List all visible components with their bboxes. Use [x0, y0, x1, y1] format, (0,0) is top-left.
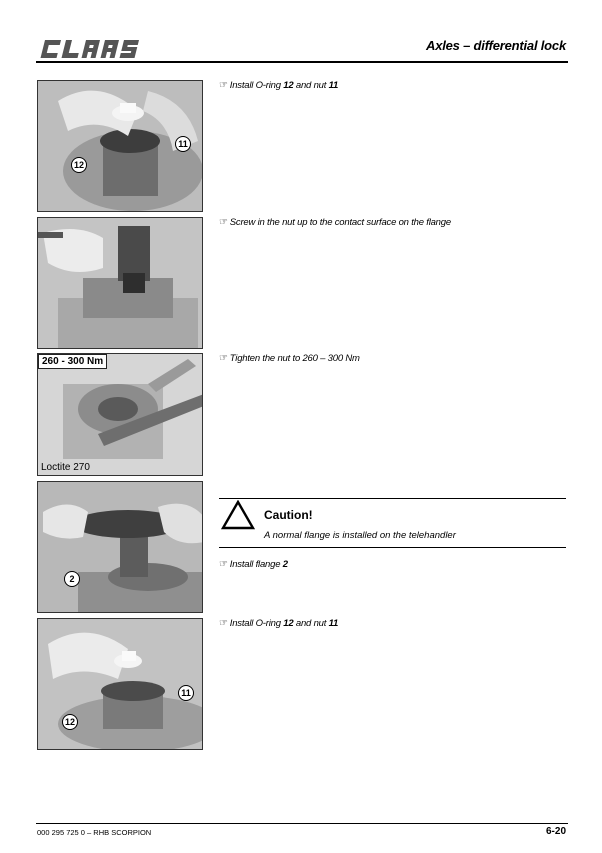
page-title: Axles – differential lock [426, 38, 566, 53]
adhesive-label: Loctite 270 [41, 462, 90, 473]
footer-rule [36, 823, 568, 824]
pointing-hand-icon: ☞ [219, 80, 228, 91]
pointing-hand-icon: ☞ [219, 217, 228, 228]
document-number: 000 295 725 0 – RHB SCORPION [37, 828, 152, 837]
photo-install-flange [37, 481, 203, 613]
caution-text: A normal flange is installed on the telehandler [264, 530, 456, 541]
caution-bottom-rule [219, 547, 566, 548]
pointing-hand-icon: ☞ [219, 618, 228, 629]
photo-tighten-nut [37, 353, 203, 476]
warning-triangle-icon [221, 500, 255, 530]
callout-12: 12 [71, 157, 87, 173]
photo-screw-in-nut [37, 217, 203, 349]
header-rule [36, 61, 568, 63]
callout-11: 11 [175, 136, 191, 152]
step-4-text: ☞ Install flange 2 [219, 559, 288, 570]
callout-12: 12 [62, 714, 78, 730]
step-1-text: ☞ Install O-ring 12 and nut 11 [219, 80, 339, 91]
photo-install-oring-nut [37, 80, 203, 212]
claas-logo [36, 36, 148, 62]
callout-2: 2 [64, 571, 80, 587]
torque-label: 260 - 300 Nm [38, 354, 107, 369]
pointing-hand-icon: ☞ [219, 353, 228, 364]
page-number: 6-20 [545, 826, 566, 837]
caution-title: Caution! [264, 508, 313, 522]
step-2-text: ☞ Screw in the nut up to the contact surface on the flange [219, 217, 451, 228]
step-3-text: ☞ Tighten the nut to 260 – 300 Nm [219, 353, 360, 364]
callout-11: 11 [178, 685, 194, 701]
pointing-hand-icon: ☞ [219, 559, 228, 570]
step-5-text: ☞ Install O-ring 12 and nut 11 [219, 618, 339, 629]
photo-install-oring-nut-2 [37, 618, 203, 750]
caution-top-rule [219, 498, 566, 499]
